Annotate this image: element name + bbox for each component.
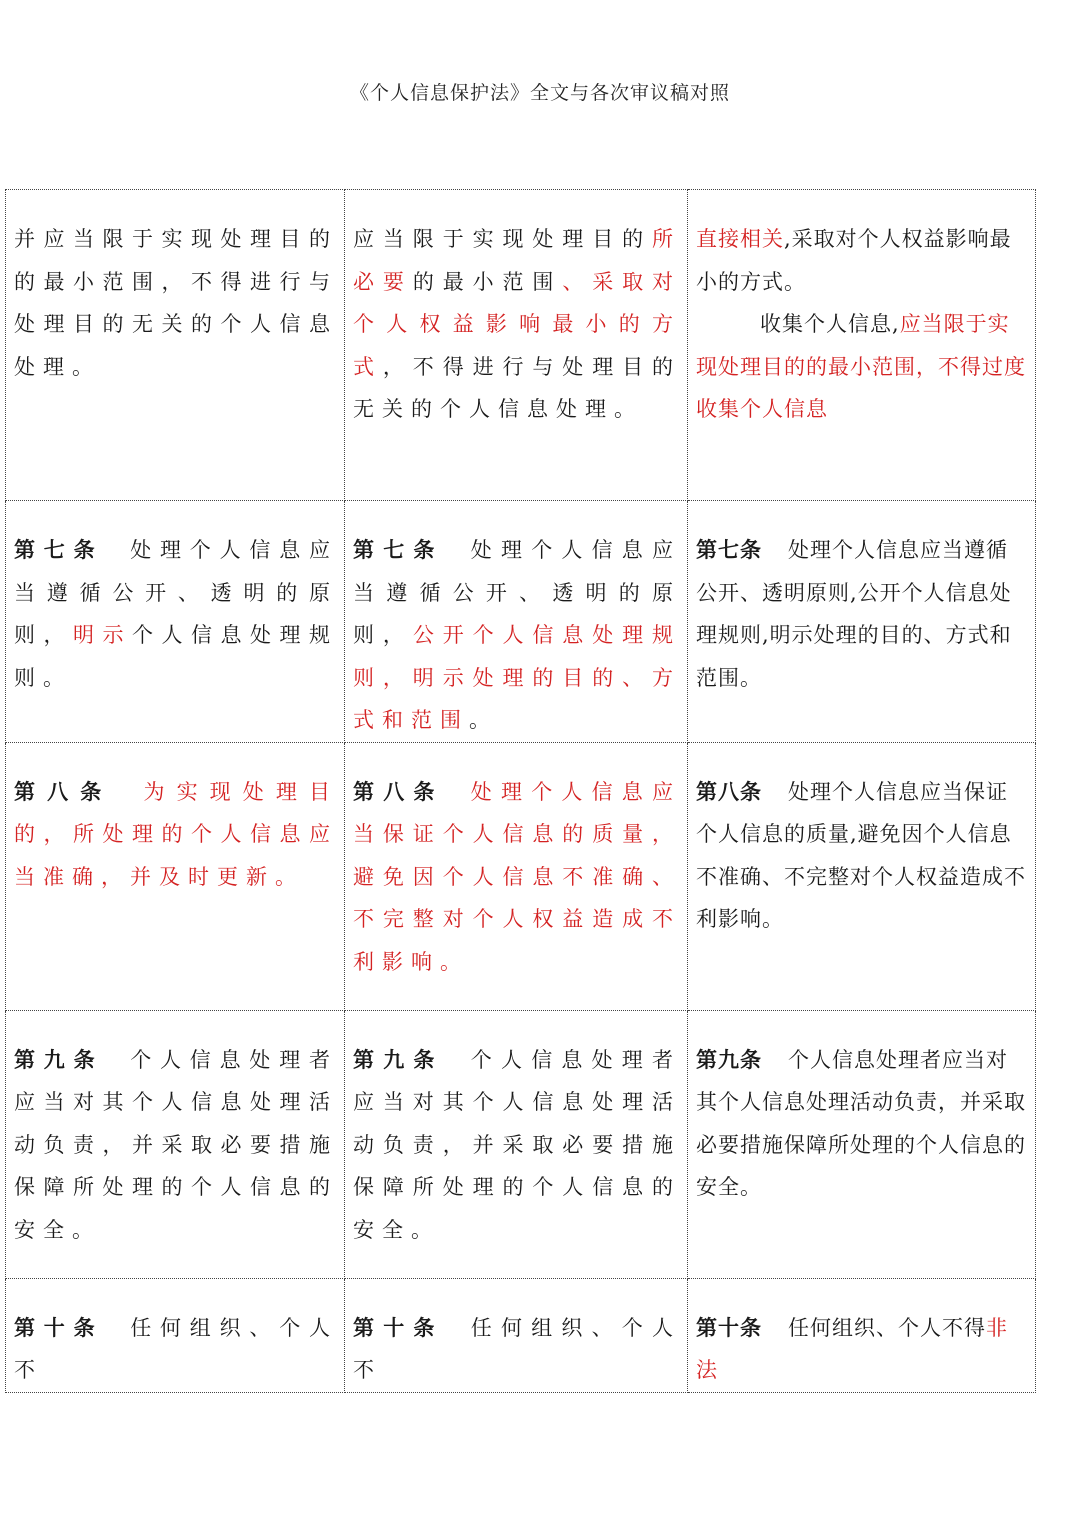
cell-text: 。 xyxy=(469,708,498,732)
document-title: 《个人信息保护法》全文与各次审议稿对照 xyxy=(349,82,730,104)
cell-col3 xyxy=(688,501,1036,743)
table-row xyxy=(6,1010,1036,1278)
cell-text: 任何组织、个人不得 xyxy=(788,1315,986,1340)
article-number: 第十条 xyxy=(696,1315,762,1340)
cell-col3 xyxy=(688,190,1036,501)
cell-col2 xyxy=(345,501,688,743)
cell-text: 个人信息处理者应当对其个人信息处理活动负责，并采取必要措施保障所处理的个人信息的安全。 xyxy=(696,1047,1026,1199)
cell-col2 xyxy=(345,190,688,501)
cell-text: 处理个人信息应当保证个人信息的质量,避免因个人信息不准确、不完整对个人权益造成不利影响。 xyxy=(696,779,1026,931)
article-number: 第八条 xyxy=(14,779,114,804)
cell-text: 个人信息处理者应当对其个人信息处理活动负责，并采取必要措施保障所处理的个人信息的安全。 xyxy=(14,1047,339,1242)
cell-text-changed: 为实现处理目的，所处理的个人信息应当准确，并及时更新。 xyxy=(14,779,339,889)
cell-text: ，不得进行与处理目的无关的个人信息处理。 xyxy=(353,354,682,421)
cell-text-changed: 非法 xyxy=(696,1315,1008,1382)
cell-text: 处理个人信息应当遵循公开、透明的原则， xyxy=(353,538,682,647)
cell-col3 xyxy=(688,1010,1036,1278)
cell-text: 应当限于实现处理目的 xyxy=(353,227,652,251)
article-number: 第十条 xyxy=(14,1315,104,1340)
cell-text: 处理个人信息应当遵循公开、透明原则,公开个人信息处理规则,明示处理的目的、方式和范围。 xyxy=(696,538,1012,690)
article-number: 第八条 xyxy=(353,779,444,804)
cell-text-changed: 直接相关 xyxy=(696,227,784,251)
cell-text: ,采取对个人权益影响最小的方式。 xyxy=(696,227,1012,294)
cell-col1 xyxy=(6,501,345,743)
cell-text: 处理个人信息应当遵循公开、透明的原则， xyxy=(14,538,339,647)
table-row xyxy=(6,501,1036,743)
cell-text-changed: 明示 xyxy=(73,623,132,647)
article-number: 第七条 xyxy=(14,538,104,562)
cell-col2 xyxy=(345,1278,688,1392)
cell-text-changed: 处理个人信息应当保证个人信息的质量，避免因个人信息不准确、不完整对个人权益造成不利影响。 xyxy=(353,779,682,974)
cell-text-changed: 应当限于实现处理目的的最小范围，不得过度收集个人信息 xyxy=(696,312,1026,421)
cell-text: 任何组织、个人不 xyxy=(353,1315,682,1382)
comparison-table xyxy=(5,189,1036,1393)
cell-col1 xyxy=(6,742,345,1010)
article-number: 第八条 xyxy=(696,779,762,804)
cell-col1 xyxy=(6,1278,345,1392)
article-number: 第九条 xyxy=(353,1047,444,1072)
cell-text-changed: 公开个人信息处理规则，明示处理的目的、方式和范围 xyxy=(353,623,682,732)
table-row xyxy=(6,1278,1036,1392)
cell-text: 个人信息处理者应当对其个人信息处理活动负责，并采取必要措施保障所处理的个人信息的安全。 xyxy=(353,1047,682,1242)
cell-text: 的最小范围 xyxy=(412,269,563,294)
cell-text-changed: 、采取对个人权益影响最小的方式 xyxy=(353,269,682,379)
cell-col1 xyxy=(6,190,345,501)
article-number: 第七条 xyxy=(353,538,444,562)
table-row xyxy=(6,742,1036,1010)
article-number: 第十条 xyxy=(353,1315,444,1340)
cell-col3 xyxy=(688,1278,1036,1392)
article-number: 第九条 xyxy=(14,1047,104,1072)
cell-text: 任何组织、个人不 xyxy=(14,1315,339,1382)
cell-text: 并应当限于实现处理目的的最小范围，不得进行与处理目的无关的个人信息处理。 xyxy=(14,227,338,379)
cell-col2 xyxy=(345,742,688,1010)
article-number: 第九条 xyxy=(696,1047,762,1072)
cell-text: 个人信息处理规则。 xyxy=(14,623,338,690)
cell-text: 收集个人信息, xyxy=(760,312,900,336)
article-number: 第七条 xyxy=(696,538,762,562)
cell-text-changed: 所必要 xyxy=(353,227,681,294)
table-row xyxy=(6,190,1036,501)
cell-col3 xyxy=(688,742,1036,1010)
cell-col1 xyxy=(6,1010,345,1278)
cell-col2 xyxy=(345,1010,688,1278)
